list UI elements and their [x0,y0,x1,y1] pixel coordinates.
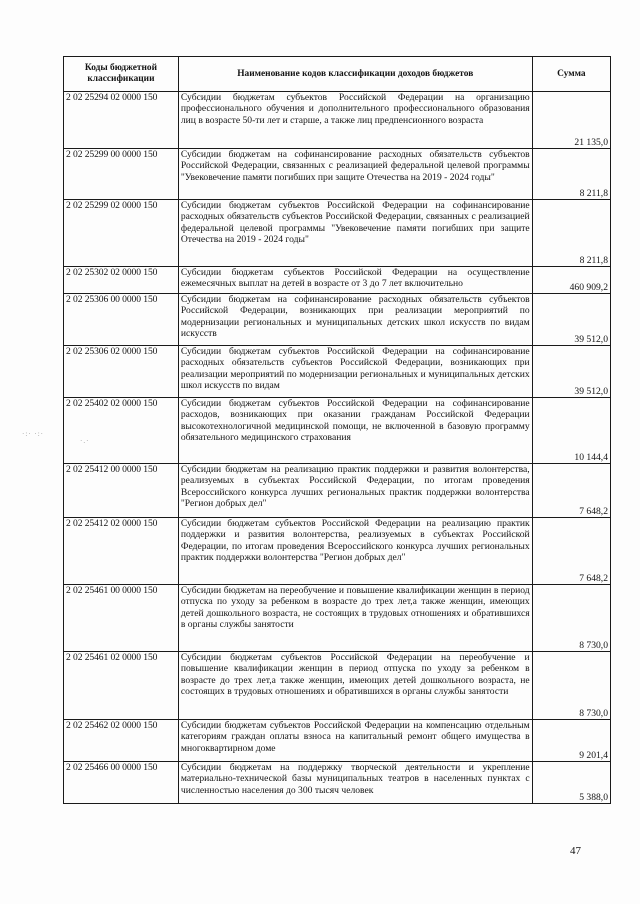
row-sum: 10 144,4 [532,398,610,464]
row-sum: 39 512,0 [532,294,610,346]
row-code: 2 02 25306 00 0000 150 [64,294,179,346]
row-code: 2 02 25299 00 0000 150 [64,149,179,200]
budget-revenue-table [63,56,611,804]
row-code: 2 02 25461 00 0000 150 [64,585,179,652]
row-code: 2 02 25302 02 0000 150 [64,267,179,294]
table-row [64,585,611,652]
row-code: 2 02 25306 02 0000 150 [64,346,179,398]
row-name: Субсидии бюджетам субъектов Российской Федерации на софинансирование расходных обязательств субъектов Российской Федерации, возникающих при реализации мероприятий по модернизации региональных и муниципальных детских школ искусств по видам [178,346,532,398]
row-name: Субсидии бюджетам субъектов Российской Федерации на осуществление ежемесячных выплат на детей в возрасте от 3 до 7 лет включительно [178,267,532,294]
table-row [64,720,611,762]
row-sum: 8 730,0 [532,652,610,720]
row-sum: 39 512,0 [532,346,610,398]
row-name: Субсидии бюджетам субъектов Российской Федерации на организацию профессионального обучения и дополнительного профессионального образования лиц в возрасте 50-ти лет и старше, а также лиц предпенсионного возраста [178,92,532,149]
row-sum: 8 211,8 [532,149,610,200]
table-row [64,652,611,720]
header-sum: Сумма [532,57,610,92]
scan-noise-mark: ·.· [80,437,90,445]
row-sum: 21 135,0 [532,92,610,149]
row-code: 2 02 25461 02 0000 150 [64,652,179,720]
row-code: 2 02 25294 02 0000 150 [64,92,179,149]
row-code: 2 02 25412 02 0000 150 [64,518,179,585]
table-row [64,149,611,200]
row-code: 2 02 25466 00 0000 150 [64,762,179,804]
row-code: 2 02 25402 02 0000 150 [64,398,179,464]
row-name: Субсидии бюджетам на поддержку творческой деятельности и укрепление материально-технической базы муниципальных театров в населенных пунктах с численностью населения до 300 тысяч человек [178,762,532,804]
header-name: Наименование кодов классификации доходов бюджетов [178,57,532,92]
row-sum: 460 909,2 [532,267,610,294]
table-row [64,464,611,518]
row-name: Субсидии бюджетам на реализацию практик поддержки и развития волонтерства, реализуемых в субъектах Российской Федерации, по итогам проведения Всероссийского конкурса лучших региональных практик поддержки волонтерства "Регион добрых дел" [178,464,532,518]
row-name: Субсидии бюджетам субъектов Российской Федерации на реализацию практик поддержки и развития волонтерства, реализуемых в субъектах Российской Федерации, по итогам проведения Всероссийского конкурса лучших региональных практик поддержки волонтерства "Регион добрых дел" [178,518,532,585]
table-row [64,398,611,464]
scan-noise-mark: ·:· ·:· [22,430,44,438]
row-sum: 9 201,4 [532,720,610,762]
table-header-row [64,57,611,92]
row-sum: 5 388,0 [532,762,610,804]
row-sum: 8 730,0 [532,585,610,652]
page-number: 47 [570,845,581,857]
row-code: 2 02 25462 02 0000 150 [64,720,179,762]
table-row [64,294,611,346]
row-code: 2 02 25412 00 0000 150 [64,464,179,518]
row-name: Субсидии бюджетам субъектов Российской Федерации на софинансирование расходов, возникающих при оказании гражданам Российской Федерации высокотехнологичной медицинской помощи, не включенной в базовую программу обязательного медицинского страхования [178,398,532,464]
table-row [64,346,611,398]
row-sum: 7 648,2 [532,464,610,518]
header-code: Коды бюджетной классификации [64,57,179,92]
row-code: 2 02 25299 02 0000 150 [64,200,179,267]
table-row [64,762,611,804]
table-row [64,267,611,294]
row-name: Субсидии бюджетам на софинансирование расходных обязательств субъектов Российской Федерации, связанных с реализацией федеральной целевой программы "Увековечение памяти погибших при защите Отечества на 2019 - 2024 годы" [178,149,532,200]
row-sum: 7 648,2 [532,518,610,585]
row-name: Субсидии бюджетам субъектов Российской Федерации на софинансирование расходных обязательств субъектов Российской Федерации, связанных с реализацией федеральной целевой программы "Увековечение памяти погибших при защите Отечества на 2019 - 2024 годы" [178,200,532,267]
row-name: Субсидии бюджетам субъектов Российской Федерации на компенсацию отдельным категориям граждан оплаты взноса на капитальный ремонт общего имущества в многоквартирном доме [178,720,532,762]
table-row [64,518,611,585]
row-sum: 8 211,8 [532,200,610,267]
row-name: Субсидии бюджетам на софинансирование расходных обязательств субъектов Российской Федерации, возникающих при реализации мероприятий по модернизации региональных и муниципальных детских школ искусств по видам искусств [178,294,532,346]
table-row [64,92,611,149]
row-name: Субсидии бюджетам субъектов Российской Федерации на переобучение и повышение квалификации женщин в период отпуска по уходу за ребенком в возрасте до трех лет,а также женщин, имеющих детей дошкольного возраста, не состоящих в трудовых отношениях и обратившихся в органы службы занятости [178,652,532,720]
table-row [64,200,611,267]
row-name: Субсидии бюджетам на переобучение и повышение квалификации женщин в период отпуска по уходу за ребенком в возрасте до трех лет,а также женщин, имеющих детей дошкольного возраста, не состоящих в трудовых отношениях и обратившихся в органы службы занятости [178,585,532,652]
